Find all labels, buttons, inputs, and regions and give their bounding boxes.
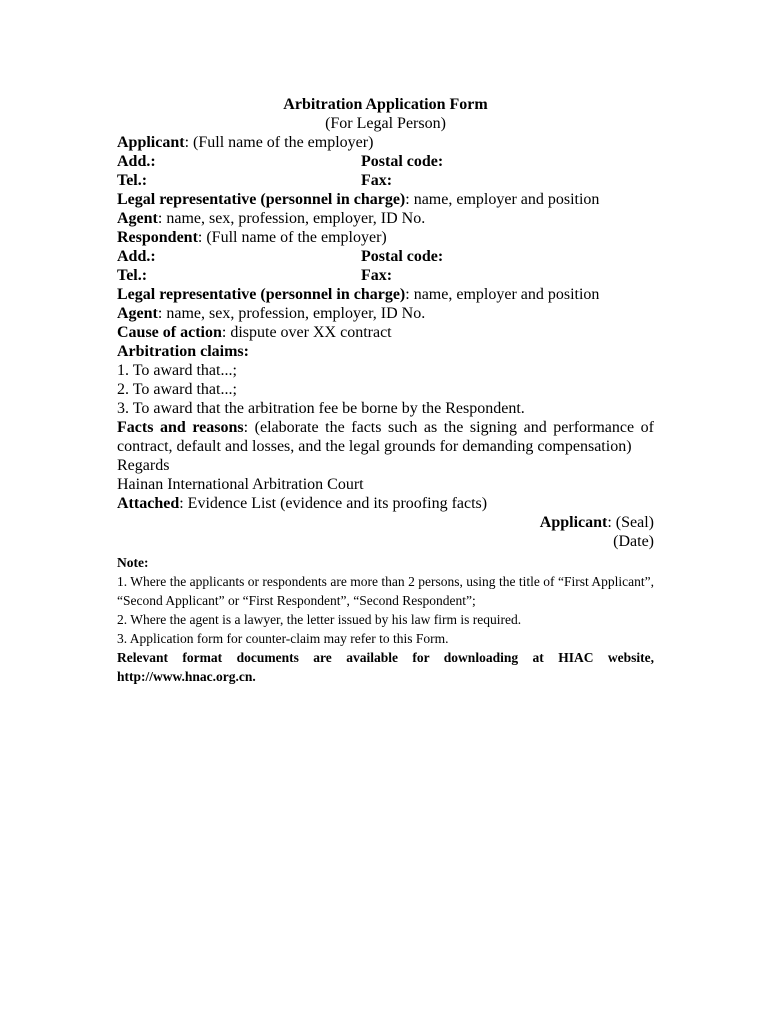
- signature-seal: : (Seal): [607, 514, 654, 531]
- applicant-agent-text: : name, sex, profession, employer, ID No.: [157, 210, 426, 227]
- cause-of-action: [117, 323, 654, 342]
- attached-text: : Evidence List (evidence and its proofing facts): [179, 495, 488, 512]
- respondent-tel-label: Tel.:: [117, 267, 148, 284]
- claim-item: 1. To award that...;: [117, 362, 237, 379]
- note-footer: Relevant format documents are available for downloading at HIAC website, http://www.hnac.org.cn.: [117, 650, 654, 684]
- respondent-line: [117, 228, 654, 247]
- signature-label: Applicant: [539, 514, 608, 531]
- cause-label: Cause of action: [117, 324, 222, 341]
- applicant-postal-label: Postal code:: [361, 153, 444, 170]
- facts-and-reasons: [117, 418, 654, 456]
- facts-text: : (elaborate the facts such as the signing and performance of contract, default and losses, and the legal grounds for demanding compensation): [117, 419, 654, 455]
- applicant-agent-label: Agent: [117, 210, 158, 227]
- respondent-label: Respondent: [117, 229, 198, 246]
- respondent-add-label: Add.:: [117, 248, 156, 265]
- applicant-legal-rep-text: : name, employer and position: [405, 191, 600, 208]
- cause-text: : dispute over XX contract: [221, 324, 392, 341]
- claim-item: 2. To award that...;: [117, 381, 237, 398]
- respondent-tel-row: [117, 266, 654, 285]
- form-title: Arbitration Application Form: [283, 96, 488, 113]
- claim-item: 3. To award that the arbitration fee be borne by the Respondent.: [117, 400, 525, 417]
- applicant-text: : (Full name of the employer): [184, 134, 374, 151]
- note-item: 1. Where the applicants or respondents are more than 2 persons, using the title of “First Applicant”, “Second Applicant” or “First Respondent”, “Second Respondent”;: [117, 574, 654, 608]
- regards-line: Regards: [117, 457, 170, 474]
- respondent-postal-label: Postal code:: [361, 248, 444, 265]
- note-item: 2. Where the agent is a lawyer, the letter issued by his law firm is required.: [117, 612, 522, 627]
- respondent-text: : (Full name of the employer): [197, 229, 387, 246]
- applicant-label: Applicant: [117, 134, 185, 151]
- applicant-fax-label: Fax:: [361, 172, 393, 189]
- applicant-tel-label: Tel.:: [117, 172, 148, 189]
- attached-label: Attached: [117, 495, 180, 512]
- note-heading: Note:: [117, 555, 149, 570]
- respondent-legal-rep-text: : name, employer and position: [405, 286, 600, 303]
- document-body: [117, 95, 654, 686]
- attached-line: [117, 494, 654, 513]
- applicant-tel-row: [117, 171, 654, 190]
- claims-heading: Arbitration claims:: [117, 343, 249, 360]
- facts-label: Facts and reasons: [117, 419, 244, 436]
- respondent-fax-label: Fax:: [361, 267, 393, 284]
- respondent-legal-rep: [117, 285, 654, 304]
- applicant-line: [117, 133, 654, 152]
- applicant-agent: [117, 209, 654, 228]
- applicant-add-label: Add.:: [117, 153, 156, 170]
- form-subtitle: (For Legal Person): [325, 115, 446, 132]
- applicant-legal-rep-label: Legal representative (personnel in charge): [117, 191, 406, 208]
- respondent-agent: [117, 304, 654, 323]
- note-section: [117, 553, 654, 686]
- respondent-agent-text: : name, sex, profession, employer, ID No.: [157, 305, 426, 322]
- applicant-legal-rep: [117, 190, 654, 209]
- respondent-address-row: [117, 247, 654, 266]
- respondent-agent-label: Agent: [117, 305, 158, 322]
- signature-line: [117, 513, 654, 532]
- applicant-address-row: [117, 152, 654, 171]
- signature-date: (Date): [613, 533, 654, 550]
- court-name: Hainan International Arbitration Court: [117, 476, 364, 493]
- note-item: 3. Application form for counter-claim may refer to this Form.: [117, 631, 449, 646]
- respondent-legal-rep-label: Legal representative (personnel in charge): [117, 286, 406, 303]
